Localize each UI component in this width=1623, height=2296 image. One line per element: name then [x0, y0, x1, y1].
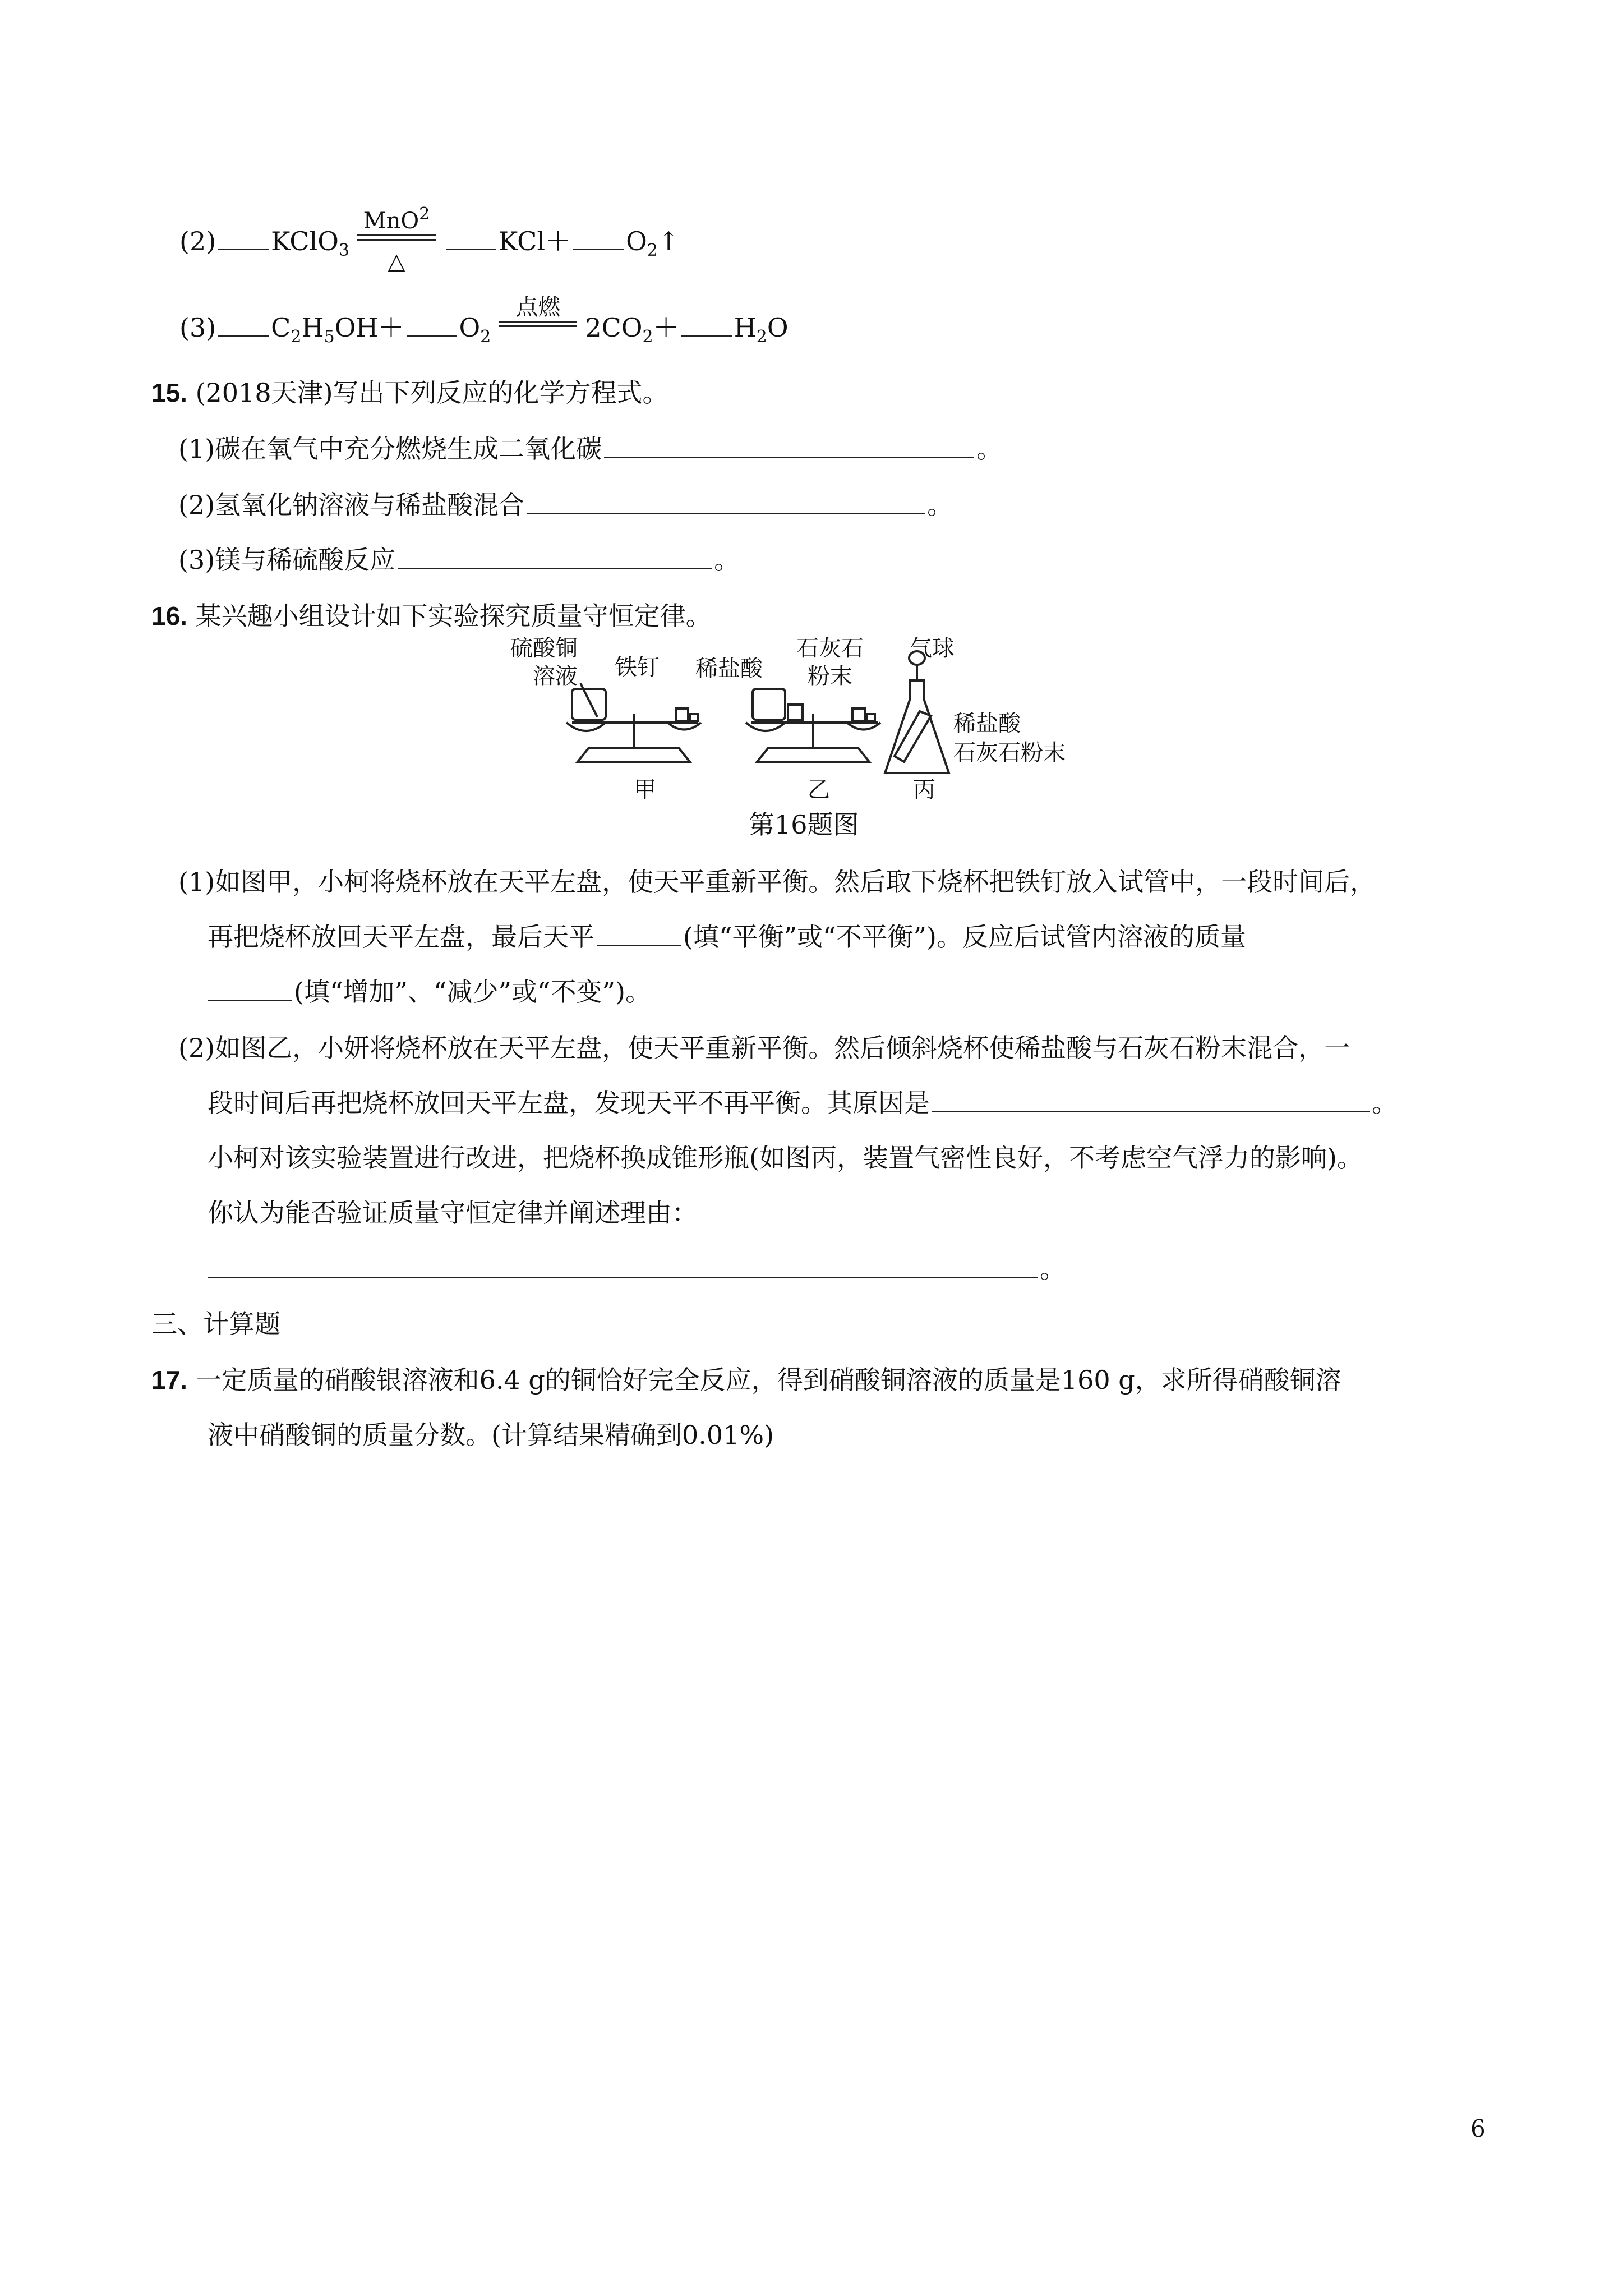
q14-2-line: (2) KClO$_3$ MnO$^2$ △ $KCl+ O_2↑$: [179, 204, 680, 274]
figure-caption: 第16题图: [749, 809, 859, 840]
answer-blank[interactable]: [604, 432, 974, 458]
question-number: 17.: [151, 1365, 187, 1395]
question-16-1c: (填“增加”、“减少”或“不变”)。: [208, 975, 651, 1009]
q14-3-line: (3) $C_2H_5OH+ O_2$ 点燃 $2CO_2+ H_2O$: [179, 295, 789, 347]
question-15: 15. (2018天津)写出下列反应的化学方程式。: [151, 378, 668, 408]
answer-blank[interactable]: [446, 224, 496, 250]
answer-blank[interactable]: [218, 311, 269, 337]
answer-blank[interactable]: [527, 488, 925, 514]
question-15-3: (3)镁与稀硫酸反应 。: [178, 543, 740, 577]
answer-blank[interactable]: [573, 224, 624, 250]
answer-blank[interactable]: [218, 224, 269, 250]
section-heading: 三、计算题: [151, 1309, 280, 1339]
question-16: 16. 某兴趣小组设计如下实验探究质量守恒定律。: [151, 601, 712, 631]
answer-blank[interactable]: [208, 1252, 1038, 1278]
answer-blank[interactable]: [208, 975, 292, 1001]
question-16-2a: (2)如图乙，小妍将烧杯放在天平左盘，使天平重新平衡。然后倾斜烧杯使稀盐酸与石灰石粉末混合，一: [178, 1033, 1350, 1063]
question-16-2c: 小柯对该实验装置进行改进，把烧杯换成锥形瓶(如图丙，装置气密性良好，不考虑空气浮力的影响)。: [208, 1143, 1363, 1173]
question-16-2d: 你认为能否验证质量守恒定律并阐述理由：: [208, 1198, 698, 1228]
answer-blank[interactable]: [932, 1086, 1370, 1112]
question-number: 15.: [151, 378, 187, 407]
reaction-condition: MnO$^2$ △: [357, 224, 436, 258]
answer-blank[interactable]: [398, 543, 712, 569]
reaction-condition: 点燃: [499, 311, 577, 344]
question-number: 16.: [151, 601, 187, 631]
answer-blank[interactable]: [681, 311, 732, 337]
question-16-2e: 。: [208, 1252, 1066, 1286]
answer-blank[interactable]: [597, 920, 681, 946]
question-16-1b: 再把烧杯放回天平左盘，最后天平 (填“平衡”或“不平衡”)。反应后试管内溶液的质量: [208, 920, 1246, 954]
experiment-figure: 硫酸铜 溶液 铁钉 稀盐酸 石灰石 粉末 气球 稀盐酸 石灰石粉末 甲 乙 丙: [505, 633, 1122, 801]
question-16-1a: (1)如图甲，小柯将烧杯放在天平左盘，使天平重新平衡。然后取下烧杯把铁钉放入试管中，一段时间后，: [178, 867, 1376, 897]
question-15-1: (1)碳在氧气中充分燃烧生成二氧化碳 。: [178, 432, 1002, 466]
page-number: 6: [1470, 2115, 1486, 2142]
question-17b: 液中硝酸铜的质量分数。(计算结果精确到0.01%): [208, 1420, 774, 1450]
question-15-2: (2)氢氧化钠溶液与稀盐酸混合 。: [178, 488, 953, 522]
question-17: 17. 一定质量的硝酸银溶液和6.4 g的铜恰好完全反应，得到硝酸铜溶液的质量是160 g，求所得硝酸铜溶: [151, 1365, 1341, 1395]
question-16-2b: 段时间后再把烧杯放回天平左盘，发现天平不再平衡。其原因是 。: [208, 1086, 1398, 1120]
answer-blank[interactable]: [407, 311, 457, 337]
